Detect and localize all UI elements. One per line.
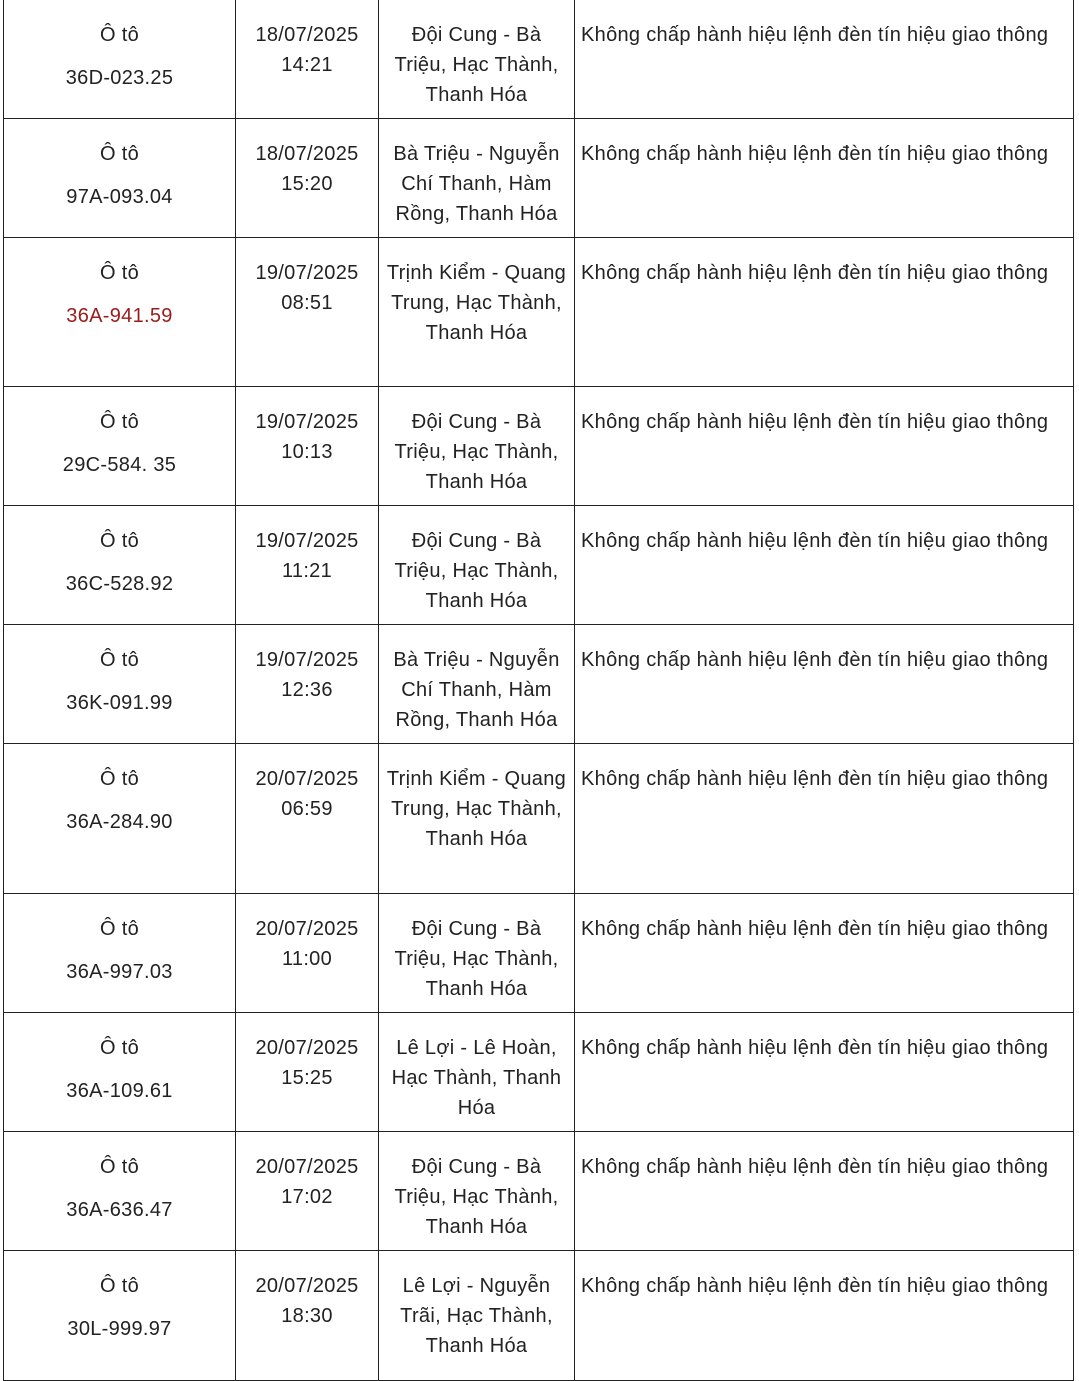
location: Lê Lợi - Nguyễn Trãi, Hạc Thành, Thanh Hóa [379,1251,575,1381]
vehicle-type: Ô tô [100,649,139,671]
vehicle-type: Ô tô [100,411,139,433]
date: 20/07/2025 [255,1037,359,1059]
datetime-cell [236,506,379,625]
time: 12:36 [281,679,333,701]
violations-table [3,0,1074,1381]
datetime-cell [236,0,379,119]
date: 19/07/2025 [255,530,359,552]
time: 08:51 [281,292,333,314]
time: 15:25 [281,1067,333,1089]
location: Bà Triệu - Nguyễn Chí Thanh, Hàm Rồng, Thanh Hóa [379,119,575,238]
datetime-cell [236,1132,379,1251]
license-plate: 36A-997.03 [66,961,173,983]
table-row [4,625,1074,744]
violation: Không chấp hành hiệu lệnh đèn tín hiệu giao thông [575,238,1074,387]
location: Lê Lợi - Lê Hoàn, Hạc Thành, Thanh Hóa [379,1013,575,1132]
datetime-cell [236,894,379,1013]
location: Đội Cung - Bà Triệu, Hạc Thành, Thanh Hóa [379,0,575,119]
location: Trịnh Kiểm - Quang Trung, Hạc Thành, Thanh Hóa [379,238,575,387]
location: Đội Cung - Bà Triệu, Hạc Thành, Thanh Hóa [379,1132,575,1251]
violation: Không chấp hành hiệu lệnh đèn tín hiệu giao thông [575,1132,1074,1251]
violation: Không chấp hành hiệu lệnh đèn tín hiệu giao thông [575,1013,1074,1132]
vehicle-type: Ô tô [100,1275,139,1297]
location: Bà Triệu - Nguyễn Chí Thanh, Hàm Rồng, Thanh Hóa [379,625,575,744]
table-row [4,1251,1074,1381]
violation: Không chấp hành hiệu lệnh đèn tín hiệu giao thông [575,506,1074,625]
time: 11:00 [281,948,333,970]
table-row [4,506,1074,625]
vehicle-cell [4,1013,236,1132]
license-plate: 36D-023.25 [65,67,174,89]
vehicle-cell [4,625,236,744]
vehicle-cell [4,894,236,1013]
vehicle-type: Ô tô [100,143,139,165]
vehicle-type: Ô tô [100,530,139,552]
table-row [4,894,1074,1013]
vehicle-type: Ô tô [100,1037,139,1059]
violation: Không chấp hành hiệu lệnh đèn tín hiệu giao thông [575,0,1074,119]
violation: Không chấp hành hiệu lệnh đèn tín hiệu giao thông [575,1251,1074,1381]
license-plate: 97A-093.04 [66,186,173,208]
vehicle-cell [4,0,236,119]
location: Đội Cung - Bà Triệu, Hạc Thành, Thanh Hóa [379,894,575,1013]
violation: Không chấp hành hiệu lệnh đèn tín hiệu giao thông [575,894,1074,1013]
date: 19/07/2025 [255,411,359,433]
time: 06:59 [281,798,333,820]
vehicle-cell [4,1132,236,1251]
datetime-cell [236,238,379,387]
license-plate: 36K-091.99 [66,692,173,714]
date: 18/07/2025 [255,24,359,46]
vehicle-type: Ô tô [100,262,139,284]
table-row [4,1132,1074,1251]
table-row [4,744,1074,894]
license-plate: 30L-999.97 [67,1318,172,1340]
violation: Không chấp hành hiệu lệnh đèn tín hiệu giao thông [575,744,1074,894]
license-plate: 36A-636.47 [66,1199,173,1221]
license-plate: 36A-941.59 [66,305,173,327]
datetime-cell [236,1251,379,1381]
location: Đội Cung - Bà Triệu, Hạc Thành, Thanh Hóa [379,506,575,625]
table-row [4,119,1074,238]
vehicle-type: Ô tô [100,768,139,790]
location: Trịnh Kiểm - Quang Trung, Hạc Thành, Thanh Hóa [379,744,575,894]
vehicle-cell [4,744,236,894]
datetime-cell [236,625,379,744]
datetime-cell [236,119,379,238]
vehicle-cell [4,238,236,387]
date: 19/07/2025 [255,649,359,671]
date: 20/07/2025 [255,1275,359,1297]
license-plate: 29C-584. 35 [62,454,177,476]
violation: Không chấp hành hiệu lệnh đèn tín hiệu giao thông [575,625,1074,744]
time: 10:13 [281,441,333,463]
license-plate: 36A-284.90 [66,811,173,833]
date: 20/07/2025 [255,1156,359,1178]
datetime-cell [236,744,379,894]
vehicle-cell [4,387,236,506]
violation: Không chấp hành hiệu lệnh đèn tín hiệu giao thông [575,119,1074,238]
time: 14:21 [281,54,333,76]
vehicle-type: Ô tô [100,1156,139,1178]
vehicle-type: Ô tô [100,918,139,940]
time: 18:30 [281,1305,333,1327]
vehicle-cell [4,506,236,625]
datetime-cell [236,387,379,506]
license-plate: 36C-528.92 [65,573,174,595]
date: 19/07/2025 [255,262,359,284]
vehicle-cell [4,1251,236,1381]
time: 15:20 [281,173,333,195]
vehicle-cell [4,119,236,238]
date: 18/07/2025 [255,143,359,165]
violation: Không chấp hành hiệu lệnh đèn tín hiệu giao thông [575,387,1074,506]
date: 20/07/2025 [255,768,359,790]
table-row [4,1013,1074,1132]
table-row [4,0,1074,119]
vehicle-type: Ô tô [100,24,139,46]
table-row [4,238,1074,387]
date: 20/07/2025 [255,918,359,940]
datetime-cell [236,1013,379,1132]
table-row [4,387,1074,506]
location: Đội Cung - Bà Triệu, Hạc Thành, Thanh Hóa [379,387,575,506]
time: 17:02 [281,1186,333,1208]
time: 11:21 [281,560,333,582]
license-plate: 36A-109.61 [66,1080,173,1102]
